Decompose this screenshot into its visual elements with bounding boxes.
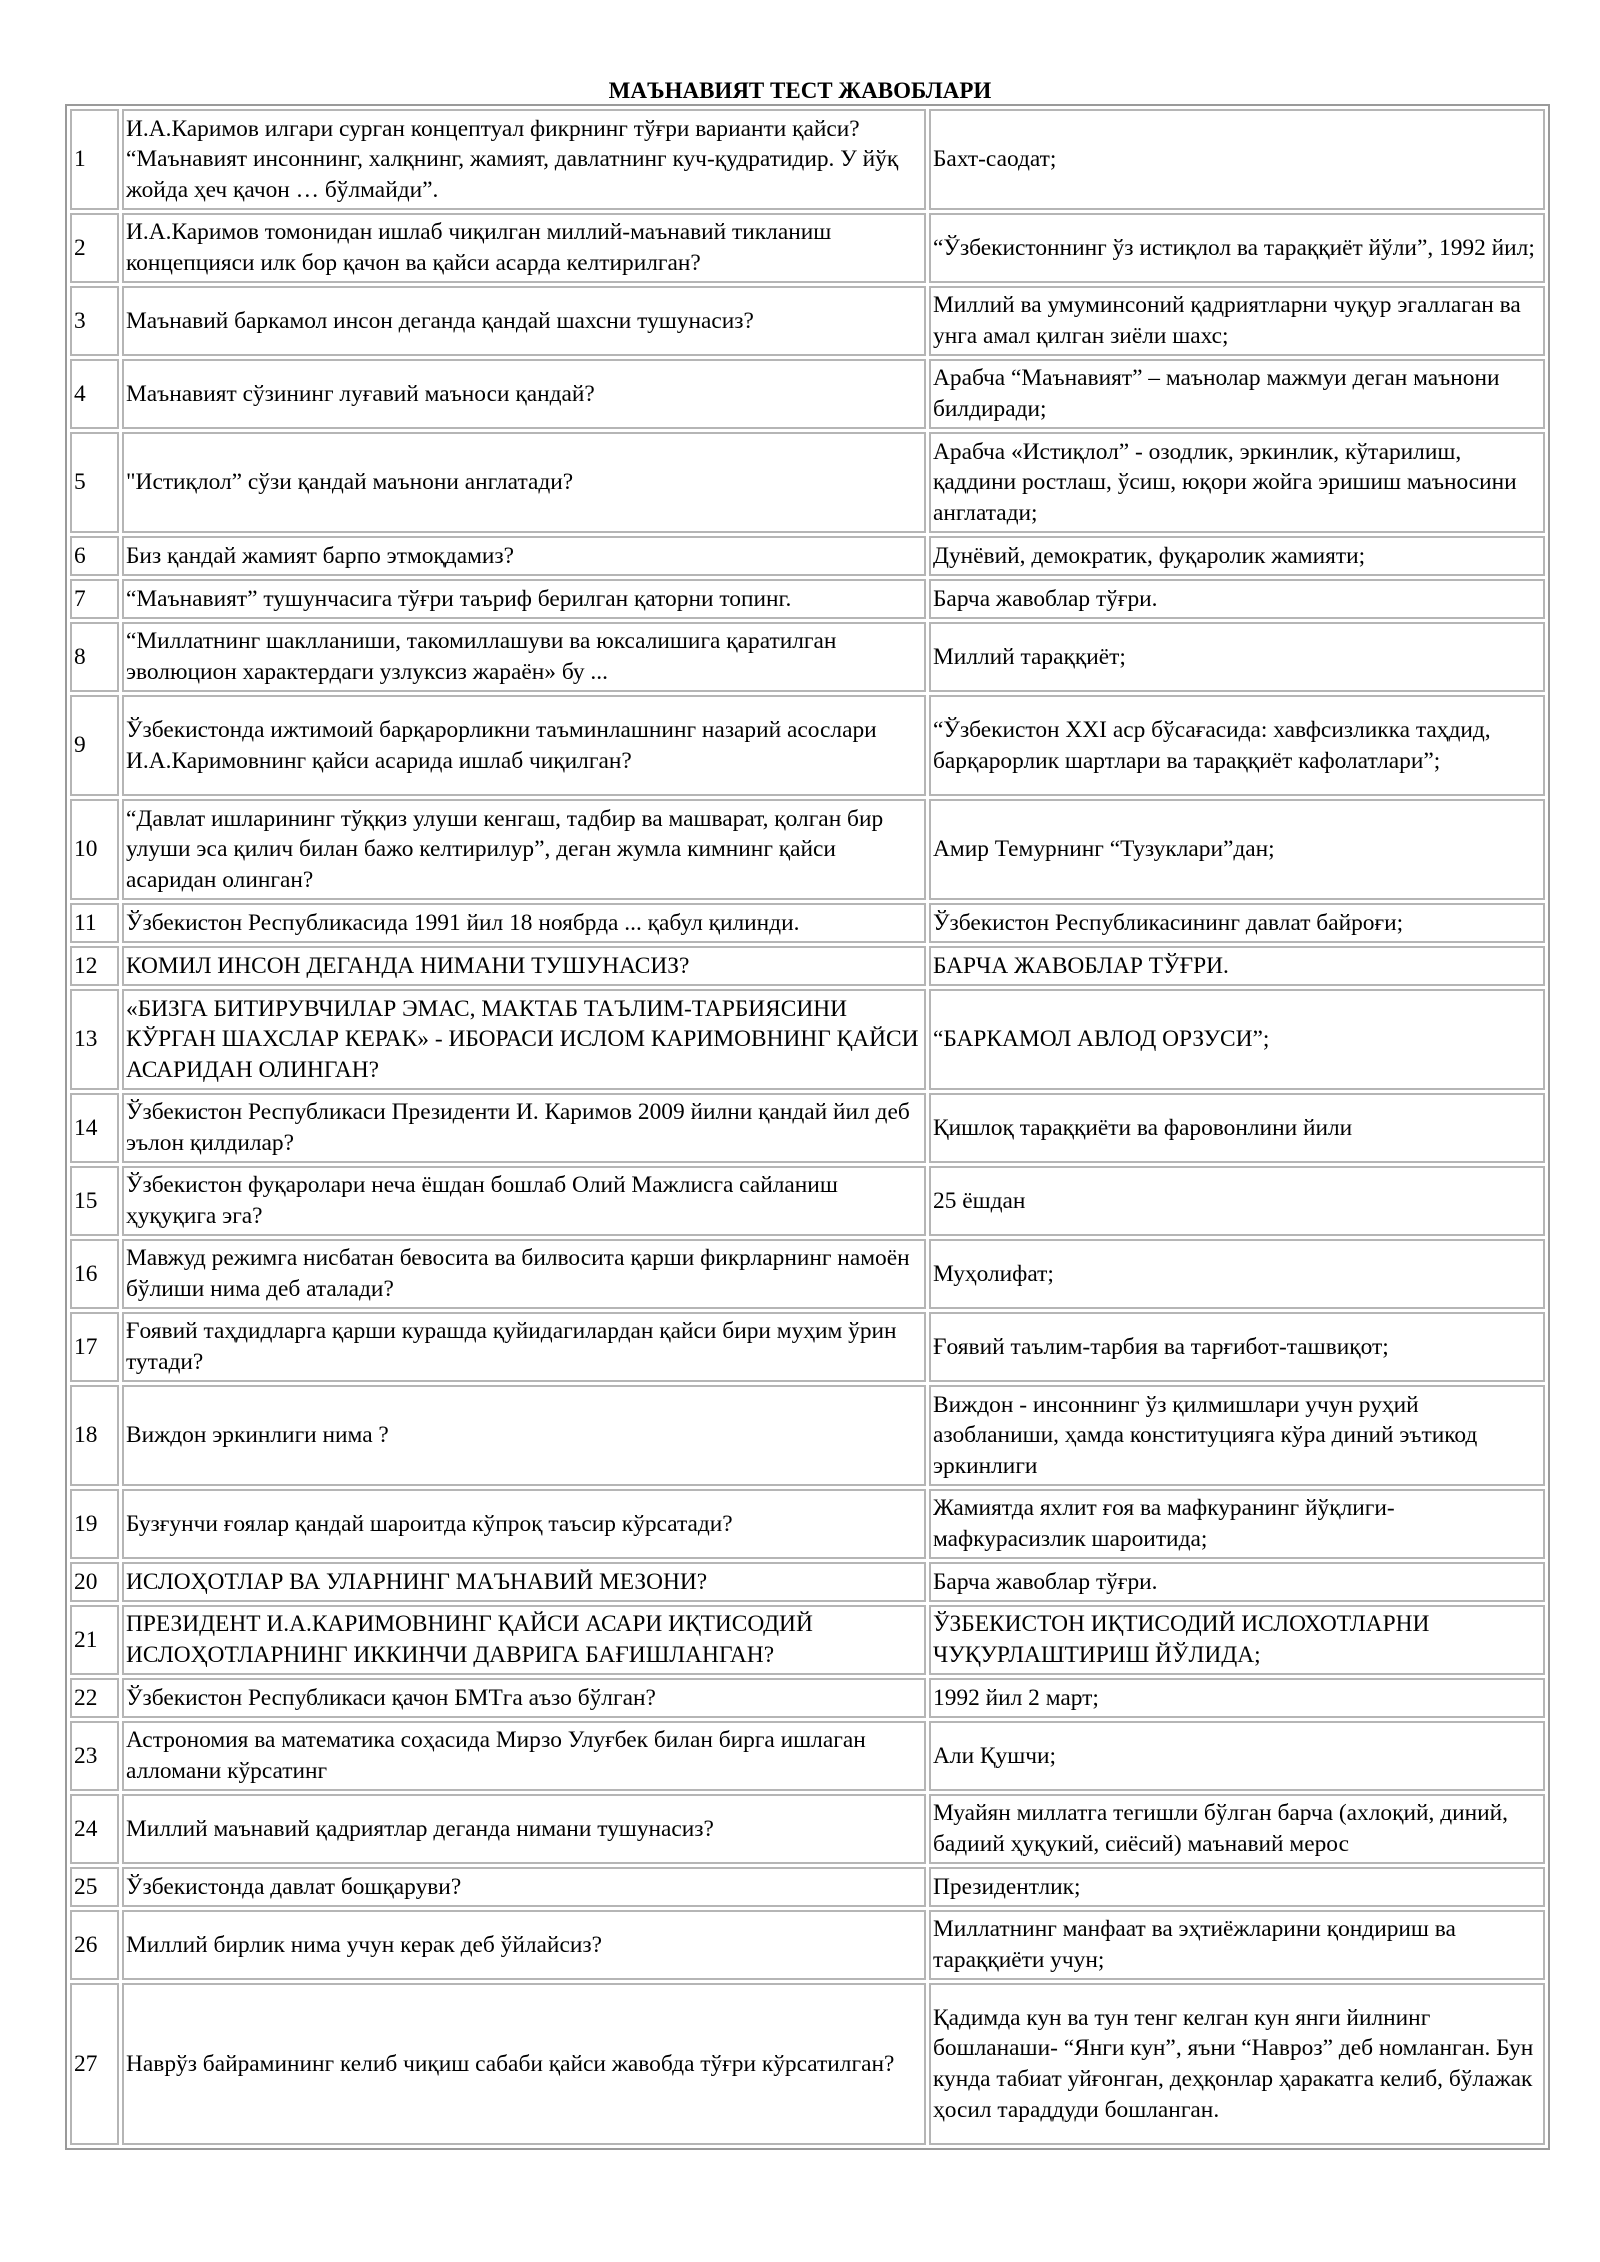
table-row	[70, 1312, 1545, 1382]
table-row	[70, 286, 1545, 356]
table-row	[70, 1239, 1545, 1309]
question-cell: Ўзбекистон Республикаси қачон БМТга аъзо бўлган?	[122, 1678, 926, 1718]
row-number: 6	[70, 536, 119, 576]
question-cell: “Миллатнинг шаклланиши, такомиллашуви ва юксалишига қаратилган эволюцион характердаги узлуксиз жараён» бу ...	[122, 622, 926, 692]
table-row	[70, 1867, 1545, 1907]
table-row	[70, 1910, 1545, 1980]
table-row	[70, 946, 1545, 986]
answer-cell: Ўзбекистон Республикасининг давлат байроғи;	[929, 903, 1545, 943]
answer-cell: ЎЗБЕКИСТОН ИҚТИСОДИЙ ИСЛОХОТЛАРНИ ЧУҚУРЛАШТИРИШ ЙЎЛИДА;	[929, 1605, 1545, 1675]
question-cell: "Истиқлол” сўзи қандай маънони англатади?	[122, 432, 926, 533]
question-cell: Бузғунчи ғоялар қандай шароитда кўпроқ таъсир кўрсатади?	[122, 1489, 926, 1559]
table-row	[70, 695, 1545, 796]
answer-cell: БАРЧА ЖАВОБЛАР ТЎҒРИ.	[929, 946, 1545, 986]
row-number: 26	[70, 1910, 119, 1980]
table-row	[70, 579, 1545, 619]
answer-cell: Миллий ва умуминсоний қадриятларни чуқур эгаллаган ва унга амал қилган зиёли шахс;	[929, 286, 1545, 356]
row-number: 22	[70, 1678, 119, 1718]
qa-table	[65, 104, 1550, 2150]
table-row	[70, 1385, 1545, 1486]
row-number: 5	[70, 432, 119, 533]
table-row	[70, 1983, 1545, 2145]
answer-cell: 25 ёшдан	[929, 1166, 1545, 1236]
table-row	[70, 536, 1545, 576]
answer-cell: “Ўзбекистоннинг ўз истиқлол ва тараққиёт йўли”, 1992 йил;	[929, 213, 1545, 283]
question-cell: КОМИЛ ИНСОН ДЕГАНДА НИМАНИ ТУШУНАСИЗ?	[122, 946, 926, 986]
answer-cell: Миллий тараққиёт;	[929, 622, 1545, 692]
table-row	[70, 1721, 1545, 1791]
row-number: 23	[70, 1721, 119, 1791]
answer-cell: Виждон - инсоннинг ўз қилмишлари учун руҳий азобланиши, ҳамда конституцияга кўра диний эътикод эркинлиги	[929, 1385, 1545, 1486]
question-cell: Ўзбекистонда ижтимоий барқарорликни таъминлашнинг назарий асослари И.А.Каримовнинг қайси асарида ишлаб чиқилган?	[122, 695, 926, 796]
row-number: 7	[70, 579, 119, 619]
question-cell: Наврўз байрамининг келиб чиқиш сабаби қайси жавобда тўғри кўрсатилган?	[122, 1983, 926, 2145]
row-number: 18	[70, 1385, 119, 1486]
answer-cell: Арабча “Маънавият” – маънолар мажмуи деган маънони билдиради;	[929, 359, 1545, 429]
answer-cell: “БАРКАМОЛ АВЛОД ОРЗУСИ”;	[929, 989, 1545, 1090]
row-number: 24	[70, 1794, 119, 1864]
question-cell: Ўзбекистон Республикаси Президенти И. Каримов 2009 йилни қандай йил деб эълон қилдилар?	[122, 1093, 926, 1163]
table-row	[70, 1794, 1545, 1864]
row-number: 15	[70, 1166, 119, 1236]
table-row	[70, 1093, 1545, 1163]
answer-cell: Али Қушчи;	[929, 1721, 1545, 1791]
question-cell: ПРЕЗИДЕНТ И.А.КАРИМОВНИНГ ҚАЙСИ АСАРИ ИҚТИСОДИЙ ИСЛОҲОТЛАРНИНГ ИККИНЧИ ДАВРИГА БАҒИШЛАНГАН?	[122, 1605, 926, 1675]
question-cell: “Маънавият” тушунчасига тўғри таъриф берилган қаторни топинг.	[122, 579, 926, 619]
row-number: 11	[70, 903, 119, 943]
table-row	[70, 1166, 1545, 1236]
row-number: 13	[70, 989, 119, 1090]
answer-cell: Жамиятда яхлит ғоя ва мафкуранинг йўқлиги-мафкурасизлик шароитида;	[929, 1489, 1545, 1559]
row-number: 8	[70, 622, 119, 692]
table-row	[70, 359, 1545, 429]
row-number: 19	[70, 1489, 119, 1559]
row-number: 17	[70, 1312, 119, 1382]
question-cell: И.А.Каримов томонидан ишлаб чиқилган миллий-маънавий тикланиш концепцияси илк бор қачон ва қайси асарда келтирилган?	[122, 213, 926, 283]
question-cell: Биз қандай жамият барпо этмоқдамиз?	[122, 536, 926, 576]
question-cell: И.А.Каримов илгари сурган концептуал фикрнинг тўғри варианти қайси? “Маънавият инсоннинг, халқнинг, жамият, давлатнинг куч-қудратидир. У йўқ жойда ҳеч қачон … бўлмайди”.	[122, 109, 926, 210]
answer-cell: 1992 йил 2 март;	[929, 1678, 1545, 1718]
question-cell: Ўзбекистонда давлат бошқаруви?	[122, 1867, 926, 1907]
question-cell: «БИЗГА БИТИРУВЧИЛАР ЭМАС, МАКТАБ ТАЪЛИМ-ТАРБИЯСИНИ КЎРГАН ШАХСЛАР КЕРАК» - ИБОРАСИ ИСЛОМ КАРИМОВНИНГ ҚАЙСИ АСАРИДАН ОЛИНГАН?	[122, 989, 926, 1090]
answer-cell: Президентлик;	[929, 1867, 1545, 1907]
question-cell: Виждон эркинлиги нима ?	[122, 1385, 926, 1486]
answer-cell: “Ўзбекистон XXI аср бўсағасида: хавфсизликка таҳдид, барқарорлик шартлари ва тараққиёт кафолатлари”;	[929, 695, 1545, 796]
row-number: 20	[70, 1562, 119, 1602]
question-cell: Ғоявий таҳдидларга қарши курашда қуйидагилардан қайси бири муҳим ўрин тутади?	[122, 1312, 926, 1382]
table-row	[70, 1489, 1545, 1559]
table-row	[70, 432, 1545, 533]
row-number: 10	[70, 799, 119, 900]
answer-cell: Барча жавоблар тўғри.	[929, 1562, 1545, 1602]
row-number: 4	[70, 359, 119, 429]
table-row	[70, 903, 1545, 943]
row-number: 16	[70, 1239, 119, 1309]
row-number: 2	[70, 213, 119, 283]
table-row	[70, 989, 1545, 1090]
row-number: 9	[70, 695, 119, 796]
answer-cell: Қишлоқ тараққиёти ва фаровонлини йили	[929, 1093, 1545, 1163]
row-number: 3	[70, 286, 119, 356]
qa-table-body	[70, 109, 1545, 2145]
row-number: 25	[70, 1867, 119, 1907]
table-row	[70, 213, 1545, 283]
table-row	[70, 1605, 1545, 1675]
question-cell: Ўзбекистон Республикасида 1991 йил 18 ноябрда ... қабул қилинди.	[122, 903, 926, 943]
table-row	[70, 799, 1545, 900]
table-row	[70, 1562, 1545, 1602]
row-number: 12	[70, 946, 119, 986]
row-number: 21	[70, 1605, 119, 1675]
table-row	[70, 1678, 1545, 1718]
answer-cell: Қадимда кун ва тун тенг келган кун янги йилнинг бошланаши- “Янги кун”, яъни “Навроз” деб номланган. Бун кунда табиат уйғонган, деҳқонлар ҳаракатга келиб, бўлажак ҳосил тараддуди бошланган.	[929, 1983, 1545, 2145]
question-cell: Астрономия ва математика соҳасида Мирзо Улуғбек билан бирга ишлаган алломани кўрсатинг	[122, 1721, 926, 1791]
question-cell: Ўзбекистон фуқаролари неча ёшдан бошлаб Олий Мажлисга сайланиш ҳуқуқига эга?	[122, 1166, 926, 1236]
answer-cell: Ғоявий таълим-тарбия ва тарғибот-ташвиқот;	[929, 1312, 1545, 1382]
answer-cell: Миллатнинг манфаат ва эҳтиёжларини қондириш ва тараққиёти учун;	[929, 1910, 1545, 1980]
table-row	[70, 622, 1545, 692]
answer-cell: Амир Темурнинг “Тузуклари”дан;	[929, 799, 1545, 900]
answer-cell: Барча жавоблар тўғри.	[929, 579, 1545, 619]
question-cell: Миллий бирлик нима учун керак деб ўйлайсиз?	[122, 1910, 926, 1980]
question-cell: Миллий маънавий қадриятлар деганда нимани тушунасиз?	[122, 1794, 926, 1864]
question-cell: ИСЛОҲОТЛАР ВА УЛАРНИНГ МАЪНАВИЙ МЕЗОНИ?	[122, 1562, 926, 1602]
question-cell: “Давлат ишларининг тўққиз улуши кенгаш, тадбир ва машварат, қолган бир улуши эса қилич билан бажо келтирилур”, деган жумла кимнинг қайси асаридан олинган?	[122, 799, 926, 900]
answer-cell: Дунёвий, демократик, фуқаролик жамияти;	[929, 536, 1545, 576]
row-number: 1	[70, 109, 119, 210]
page-title: МАЪНАВИЯТ ТЕСТ ЖАВОБЛАРИ	[608, 78, 992, 103]
question-cell: Маънавият сўзининг луғавий маъноси қандай?	[122, 359, 926, 429]
answer-cell: Арабча «Истиқлол” - озодлик, эркинлик, кўтарилиш, қаддини ростлаш, ўсиш, юқори жойга эришиш маъносини англатади;	[929, 432, 1545, 533]
answer-cell: Муайян миллатга тегишли бўлган барча (ахлоқий, диний, бадиий ҳуқукий, сиёсий) маънавий мерос	[929, 1794, 1545, 1864]
row-number: 14	[70, 1093, 119, 1163]
question-cell: Маънавий баркамол инсон деганда қандай шахсни тушунасиз?	[122, 286, 926, 356]
answer-cell: Муҳолифат;	[929, 1239, 1545, 1309]
question-cell: Мавжуд режимга нисбатан бевосита ва билвосита қарши фикрларнинг намоён бўлиши нима деб аталади?	[122, 1239, 926, 1309]
table-row	[70, 109, 1545, 210]
row-number: 27	[70, 1983, 119, 2145]
answer-cell: Бахт-саодат;	[929, 109, 1545, 210]
